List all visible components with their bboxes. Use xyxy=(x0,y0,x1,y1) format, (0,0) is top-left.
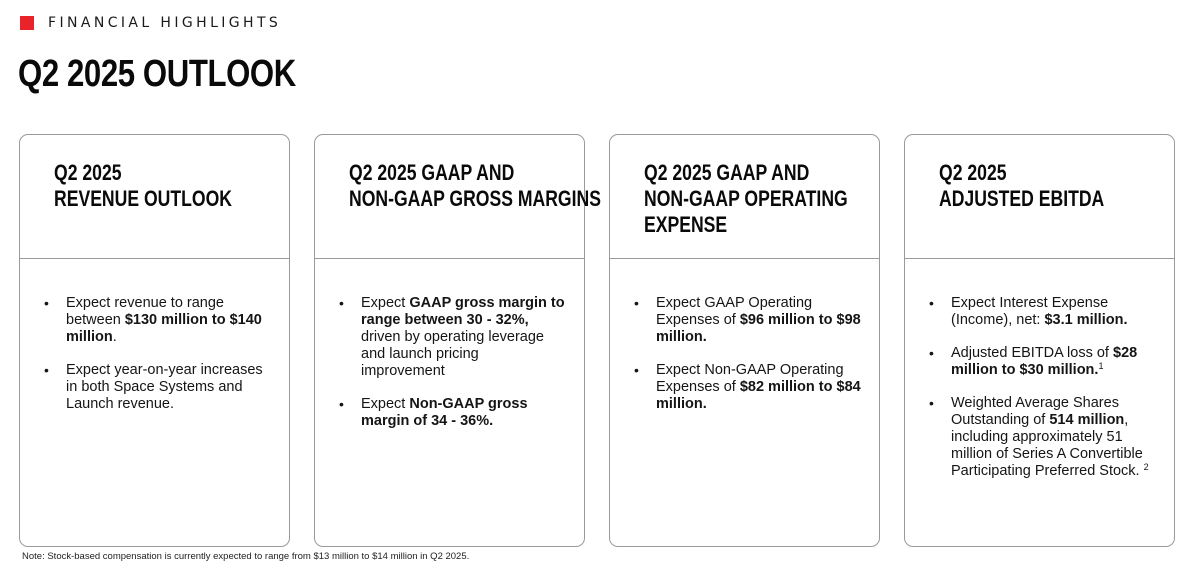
card-title-line: REVENUE OUTLOOK xyxy=(54,186,232,211)
card-body xyxy=(315,295,584,446)
card-title-line: Q2 2025 xyxy=(939,160,1007,185)
bullet-emphasis: 514 million xyxy=(1049,412,1125,428)
card-title xyxy=(54,160,232,212)
operating-expense-card xyxy=(609,134,880,547)
bullet-emphasis: $130 million to $140 million xyxy=(66,312,262,345)
bullet-item: • Expect revenue to range between $130 million to $140 million. xyxy=(42,295,271,346)
bullet-emphasis: GAAP gross margin to range between 30 - 32%, xyxy=(361,295,565,328)
section-label: FINANCIAL HIGHLIGHTS xyxy=(48,15,282,31)
adjusted-ebitda-card xyxy=(904,134,1175,547)
bullet-emphasis: Non-GAAP gross margin of 34 - 36%. xyxy=(361,396,528,429)
bullet-item: • Adjusted EBITDA loss of $28 million to $30 million.$^1$ xyxy=(927,345,1156,379)
card-body xyxy=(610,295,879,429)
card-title-line: Q2 2025 xyxy=(54,160,122,185)
card-title-line: NON-GAAP OPERATING xyxy=(644,186,848,211)
bullet-item: • Expect Non-GAAP gross margin of 34 - 36%. xyxy=(337,396,566,430)
page-title: Q2 2025 OUTLOOK xyxy=(18,53,296,95)
bullet-list xyxy=(20,295,289,413)
bullet-item: • Expect GAAP Operating Expenses of $96 million to $98 million. xyxy=(632,295,861,346)
card-title-line: ADJUSTED EBITDA xyxy=(939,186,1105,211)
bullet-emphasis: $96 million to $98 million. xyxy=(656,312,861,345)
card-title xyxy=(349,160,601,212)
bullet-item: • Expect Interest Expense (Income), net: $3.1 million. xyxy=(927,295,1156,329)
card-title xyxy=(644,160,848,238)
bullet-list xyxy=(610,295,879,413)
bullet-emphasis: $28 million to $30 million. xyxy=(951,345,1138,378)
card-title-line: Q2 2025 GAAP AND xyxy=(644,160,810,185)
bullet-item: • Expect year-on-year increases in both Space Systems and Launch revenue. xyxy=(42,362,271,413)
section-tag xyxy=(20,15,281,31)
bullet-list xyxy=(905,295,1174,480)
card-body xyxy=(20,295,289,429)
accent-square xyxy=(20,16,34,30)
bullet-item: • Expect GAAP gross margin to range between 30 - 32%, driven by operating leverage and launch pricing improvement xyxy=(337,295,566,380)
footnote-marker: 2 xyxy=(1143,462,1149,472)
bullet-emphasis: $3.1 million. xyxy=(1044,312,1128,328)
card-title-line: Q2 2025 GAAP AND xyxy=(349,160,515,185)
card-title xyxy=(939,160,1104,212)
card-title-line: EXPENSE xyxy=(644,212,728,237)
card-title-line: NON-GAAP GROSS MARGINS xyxy=(349,186,601,211)
card-header xyxy=(610,135,879,259)
bullet-list xyxy=(315,295,584,430)
revenue-outlook-card xyxy=(19,134,290,547)
card-header xyxy=(315,135,601,259)
footnote: Note: Stock-based compensation is currently expected to range from $13 million to $14 million in Q2 2025. xyxy=(22,551,470,562)
footnote-marker: 1 xyxy=(1098,361,1104,371)
card-header xyxy=(905,135,1174,259)
card-body xyxy=(905,295,1174,496)
bullet-item: • Expect Non-GAAP Operating Expenses of $82 million to $84 million. xyxy=(632,362,861,413)
bullet-emphasis: $82 million to $84 million. xyxy=(656,379,861,412)
bullet-item: • Weighted Average Shares Outstanding of 514 million, including approximately 51 million of Series A Convertible Participating Preferred Stock. $^2$ xyxy=(927,395,1156,480)
card-header xyxy=(20,135,289,259)
gross-margins-card xyxy=(314,134,601,547)
